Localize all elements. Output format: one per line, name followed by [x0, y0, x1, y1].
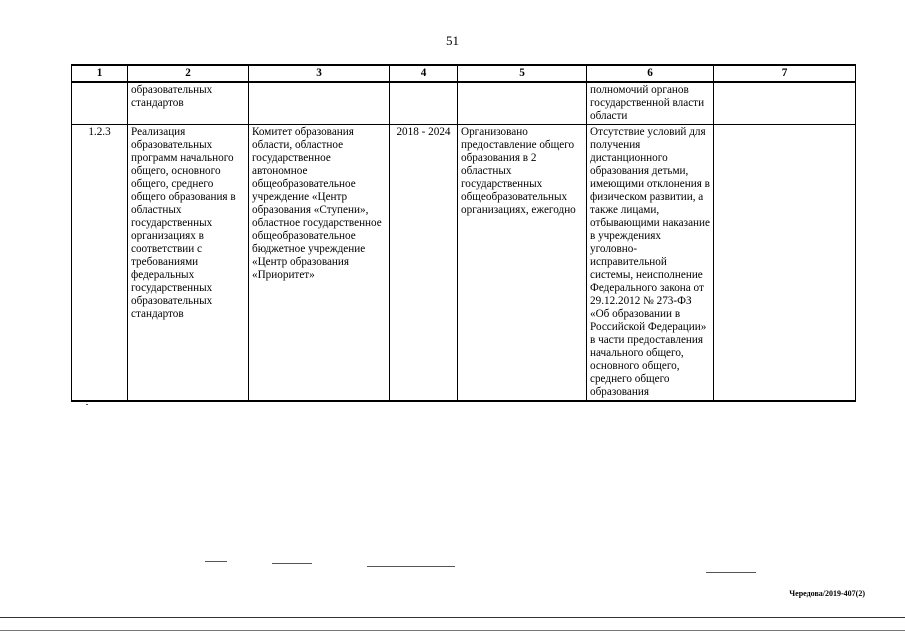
column-header-4: 4	[390, 65, 458, 82]
cell-activity: Реализация образовательных программ начального общего, основного общего, среднего общего образования в областных государственных организациях в соответствии с требованиями федеральных государственных образовательных стандартов	[128, 125, 249, 402]
scan-artifact	[706, 572, 756, 573]
program-table	[71, 64, 856, 402]
scan-artifact	[272, 563, 312, 564]
cell-notes	[714, 125, 856, 402]
table-row	[72, 125, 856, 402]
column-header-3: 3	[249, 65, 390, 82]
cell-consequences: полномочий органов государственной власти области	[587, 82, 714, 125]
cell-period	[390, 82, 458, 125]
scan-artifact	[367, 566, 455, 567]
page-number: 51	[446, 33, 459, 48]
scan-artifact	[205, 561, 227, 562]
column-header-2: 2	[128, 65, 249, 82]
cell-executor: Комитет образования области, областное государственное автономное общеобразовательное учреждение «Центр образования «Ступени», областное государственное общеобразовательное бюджетное учреждение «Центр образования «Приоритет»	[249, 125, 390, 402]
scan-edge-line	[0, 617, 905, 618]
cell-number	[72, 82, 128, 125]
cell-consequences: Отсутствие условий для получения дистанционного образования детьми, имеющими отклонения в физическом развитии, а также лицами, отбывающими наказание в учреждениях уголовно-исправительной системы, неисполнение Федерального закона от 29.12.2012 № 273-ФЗ «Об образовании в Российской Федерации» в части предоставления начального общего, основного общего, среднего общего образования	[587, 125, 714, 402]
column-header-6: 6	[587, 65, 714, 82]
scan-edge-line	[0, 630, 905, 631]
cell-period: 2018 - 2024	[390, 125, 458, 402]
header-row	[72, 65, 856, 82]
column-header-5: 5	[458, 65, 587, 82]
cell-activity: образовательных стандартов	[128, 82, 249, 125]
continuation-row	[72, 82, 856, 125]
cell-notes	[714, 82, 856, 125]
column-header-1: 1	[72, 65, 128, 82]
cell-executor	[249, 82, 390, 125]
scan-artifact	[86, 404, 88, 405]
cell-result: Организовано предоставление общего образования в 2 областных государственных общеобразовательных организациях, ежегодно	[458, 125, 587, 402]
cell-result	[458, 82, 587, 125]
column-header-7: 7	[714, 65, 856, 82]
cell-number: 1.2.3	[72, 125, 128, 402]
document-code: Чередова/2019-407(2)	[789, 589, 865, 598]
